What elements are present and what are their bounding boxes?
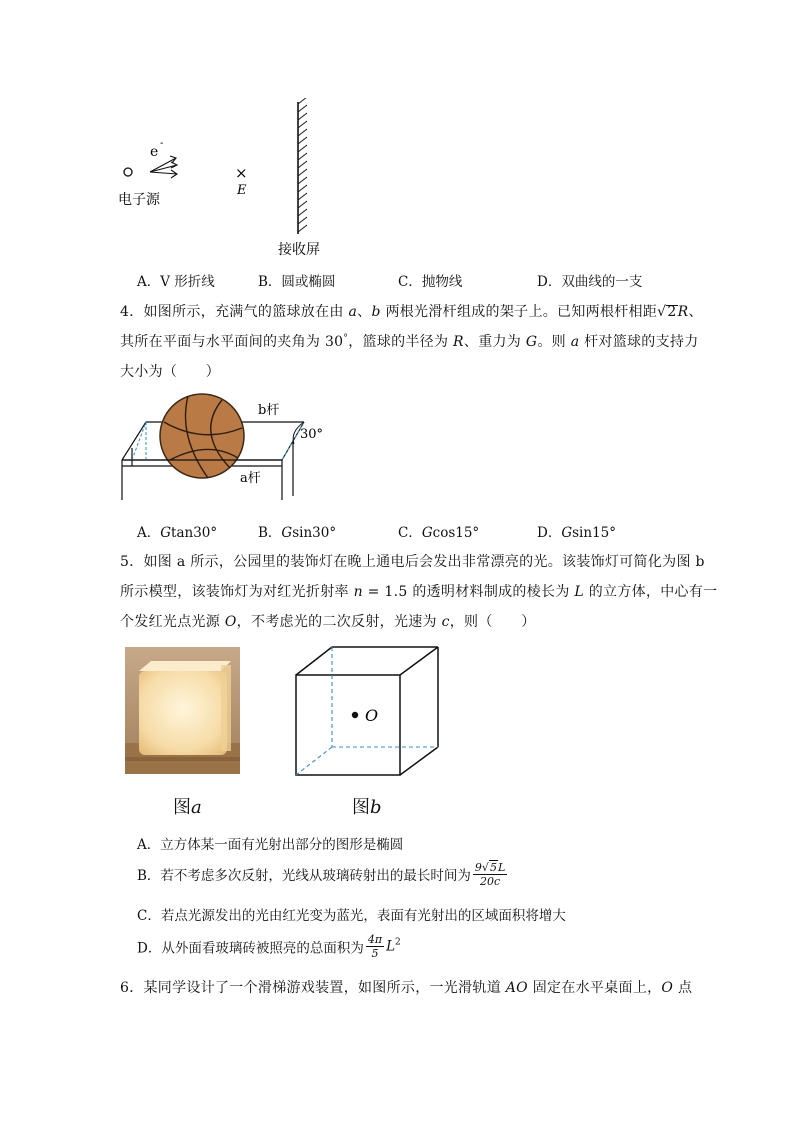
- q3-option-b: B．圆或椭圆: [258, 274, 336, 290]
- q5-option-b: B．若不考虑多次反射，光线从玻璃砖射出的最长时间为 $\frac{9√5L}{20c}$: [137, 861, 506, 888]
- glowing-cube: [139, 671, 227, 755]
- q5-line-2: 所示模型，该装饰灯为对红光折射率 n = 1.5 的透明材料制成的棱长为 L 的立方体，中心有一: [120, 584, 718, 600]
- basketball: [160, 394, 244, 478]
- q3-option-d: D．双曲线的一支: [537, 274, 643, 290]
- q5-option-d: D．从外面看玻璃砖被照亮的总面积为 $\frac{4\pi}{5}$ $L^2$: [137, 933, 401, 960]
- q3-option-a: A．V 形折线: [137, 274, 215, 290]
- q4-option-b: B．Gsin30°: [258, 525, 337, 541]
- basketball-rack-figure: [118, 392, 328, 504]
- q5-option-a: A．立方体某一面有光射出部分的图形是椭圆: [137, 837, 404, 853]
- electron-label: e: [150, 144, 159, 160]
- screen-label: 接收屏: [278, 242, 320, 258]
- angle-label: 30°: [300, 427, 324, 442]
- e-field-label: E: [237, 183, 247, 198]
- rod-a-label: a杆: [240, 471, 261, 486]
- electron-screen-figure: [110, 98, 350, 268]
- q4-option-a: A．Gtan30°: [137, 525, 218, 541]
- q4-option-c: C．Gcos15°: [398, 525, 480, 541]
- cube-diagram: [292, 645, 444, 779]
- q5-option-c: C．若点光源发出的光由红光变为蓝光，表面有光射出的区域面积将增大: [137, 908, 566, 924]
- q4-line-1: 4．如图所示，充满气的篮球放在由 a、b 两根光滑杆组成的架子上。已知两根杆相距√2R、: [120, 304, 703, 320]
- q3-option-c: C．抛物线: [398, 274, 463, 290]
- electron-source-dot: [124, 168, 132, 176]
- q4-line-3: 大小为（ ）: [120, 364, 221, 380]
- source-label: 电子源: [118, 192, 160, 208]
- rod-b-label: b杆: [258, 403, 280, 418]
- screen-hatching: [298, 98, 307, 232]
- q6-line-1: 6．某同学设计了一个滑梯游戏装置，如图所示，一光滑轨道 AO 固定在水平桌面上，O 点: [120, 980, 693, 996]
- caption-figure-b: 图b: [352, 797, 382, 818]
- sqrt-symbol: √: [657, 304, 667, 320]
- q4-option-d: D．Gsin15°: [537, 525, 616, 541]
- point-o-label: O: [365, 706, 379, 725]
- electron-sup: -: [160, 138, 164, 149]
- q4-line-2: 其所在平面与水平面间的夹角为 30°，篮球的半径为 R、重力为 G。则 a 杆对篮球的支持力: [120, 333, 699, 350]
- caption-figure-a: 图a: [173, 797, 202, 818]
- q5-line-3: 个发红光点光源 O，不考虑光的二次反射，光速为 c，则（ ）: [120, 614, 536, 630]
- q5-line-1: 5．如图 a 所示，公园里的装饰灯在晚上通电后会发出非常漂亮的光。该装饰灯可简化为图 b: [120, 554, 705, 570]
- light-source-point: [352, 712, 358, 718]
- cross-mark: ×: [235, 164, 248, 182]
- lamp-photo: [125, 647, 240, 774]
